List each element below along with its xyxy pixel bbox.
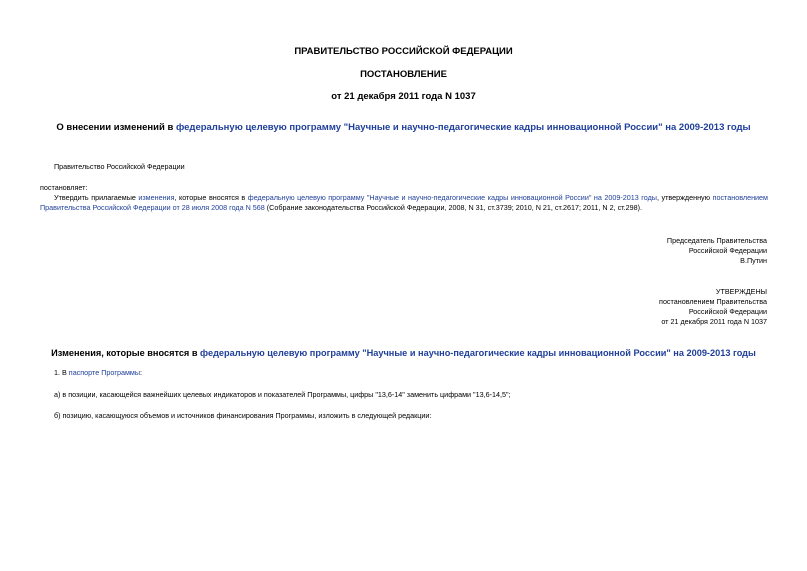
changes-heading-link[interactable]: федеральную целевую программу "Научные и научно-педагогические кадры инновационной России" на 2009-2013 годы — [200, 348, 756, 358]
item1-suffix: : — [140, 368, 143, 377]
program-link[interactable]: федеральную целевую программу "Научные и научно-педагогические кадры инновационной России" на 2009-2013 годы — [247, 193, 657, 202]
changes-item-b: б) позицию, касающуюся объемов и источников финансирования Программы, изложить в следующей редакции: — [54, 411, 432, 420]
approved-by: постановлением Правительства — [659, 297, 767, 306]
changes-heading-prefix: Изменения, которые вносятся в — [51, 348, 201, 358]
resolution-568-link[interactable]: постановлением Правительства Российской Федерации от 28 июля 2008 года N 568 — [40, 193, 768, 212]
changes-item-a: а) в позиции, касающейся важнейших целевых индикаторов и показателей Программы, цифры "13,6-14" заменить цифрами "13,6-14,5"; — [54, 390, 511, 399]
approved-country: Российской Федерации — [688, 307, 767, 316]
approved-date: от 21 декабря 2011 года N 1037 — [661, 317, 767, 326]
decree-paragraph — [40, 193, 768, 213]
approved-label: УТВЕРЖДЕНЫ — [715, 287, 767, 296]
document-title — [0, 122, 807, 133]
title-program-link[interactable]: федеральную целевую программу "Научные и научно-педагогические кадры инновационной России" на 2009-2013 годы — [175, 122, 751, 133]
p1-text-a: Утвердить прилагаемые — [54, 193, 139, 202]
item1-prefix: 1. В — [54, 368, 69, 377]
p1-text-d: (Собрание законодательства Российской Федерации, 2008, N 31, ст.3739; 2010, N 21, ст.2617; 2011, N 2, ст.298). — [264, 203, 643, 212]
p1-text-c: , утвержденную — [656, 193, 713, 202]
doc-date-number: от 21 декабря 2011 года N 1037 — [331, 91, 476, 102]
signature-block — [667, 236, 767, 266]
signature-title: Председатель Правительства — [666, 236, 767, 245]
changes-link[interactable]: изменения — [138, 193, 175, 202]
government-heading: ПРАВИТЕЛЬСТВО РОССИЙСКОЙ ФЕДЕРАЦИИ — [294, 46, 513, 57]
approved-block — [659, 287, 767, 327]
p1-text-b: , которые вносятся в — [174, 193, 248, 202]
changes-heading — [0, 348, 807, 358]
decides-line: постановляет: — [40, 183, 88, 192]
changes-item-1 — [54, 368, 142, 378]
program-passport-link[interactable]: паспорте Программы — [68, 368, 141, 377]
signature-country: Российской Федерации — [688, 246, 767, 255]
title-prefix: О внесении изменений в — [56, 122, 176, 133]
signature-name: В.Путин — [740, 256, 767, 265]
doc-type-heading: ПОСТАНОВЛЕНИЕ — [360, 69, 447, 80]
government-line: Правительство Российской Федерации — [54, 162, 185, 171]
